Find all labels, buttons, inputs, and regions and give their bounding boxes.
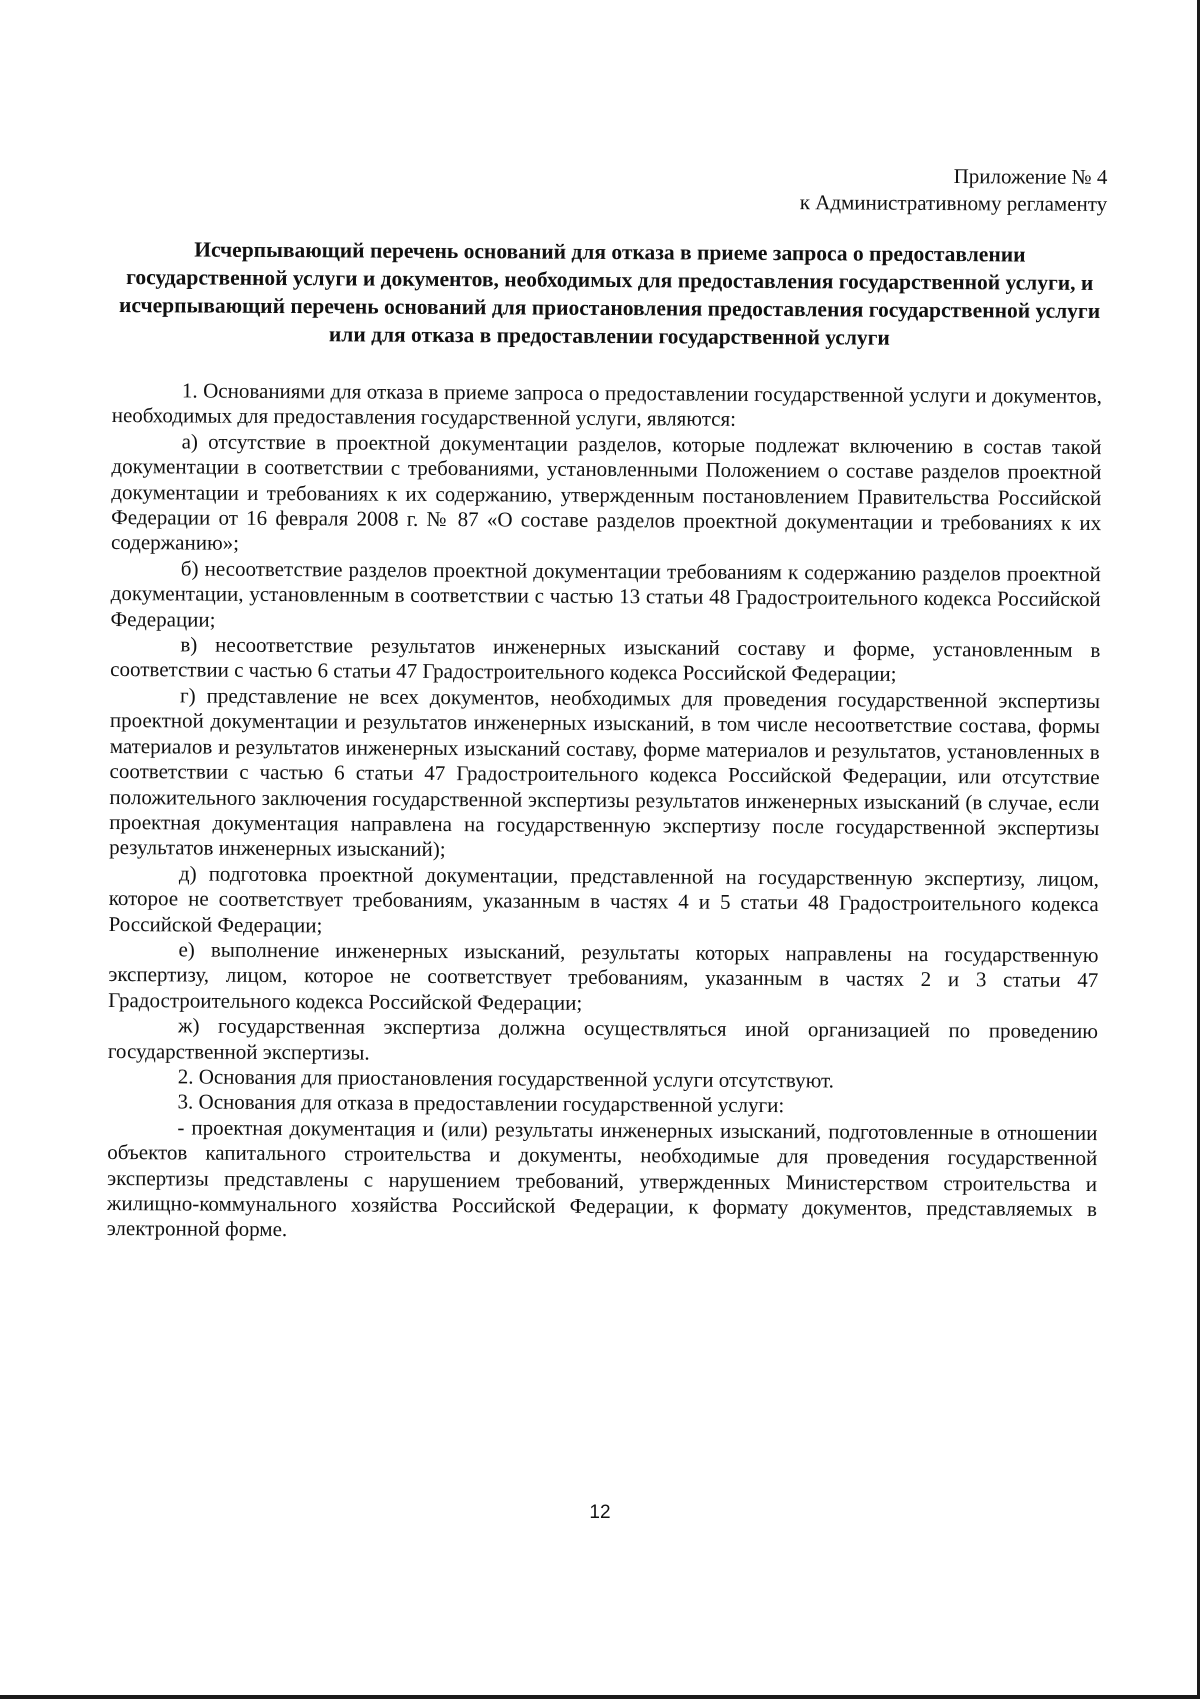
paragraph-1b: б) несоответствие разделов проектной документации требованиям к содержанию разделов проектной документации, установленным в соответствии с частью 13 статьи 48 Градостроительного кодекса Российской Федерации; [110,556,1101,632]
paragraph-1g: г) представление не всех документов, необходимых для проведения государственной экспертизы проектной документации и результатов инженерных изысканий, в том числе несоответствие состава, формы материалов и результатов инженерных изысканий составу, форме материалов и результатов, установленных в соответствии с частью 6 статьи 47 Градостроительного кодекса Российской Федерации, или отсутствие положительного заключения государственной экспертизы результатов инженерных изысканий (в случае, если проектная документация направлена на государственную экспертизу после государственной экспертизы результатов инженерных изысканий); [109,683,1101,862]
paragraph-1d: д) подготовка проектной документации, представленной на государственную экспертизу, лицом, которое не соответствует требованиям, указанным в частях 4 и 5 статьи 48 Градостроительного кодекса Российской Федерации; [108,861,1100,937]
paragraph-1v: в) несоответствие результатов инженерных изысканий составу и форме, установленным в соответствии с частью 6 статьи 47 Градостроительного кодекса Российской Федерации; [110,632,1101,687]
scan-edge-bottom [0,1695,1200,1699]
paragraph-3-item: - проектная документация и (или) результаты инженерных изысканий, подготовленные в отношении объектов капитального строительства и документы, необходимые для проведения государственной экспертизы представлены с нарушением требований, утвержденных Министерством строительства и жилищно-коммунального хозяйства Российской Федерации, к формату документов, представляемых в электронной форме. [106,1115,1098,1242]
paragraph-2: 2. Основания для приостановления государственной услуги отсутствуют. [177,1064,834,1093]
appendix-header [799,162,1107,218]
document-title: Исчерпывающий перечень оснований для отказа в приеме запроса о предоставлении государственной услуги и документов, необходимых для предоставления государственной услуги, и исчерпывающий перечень оснований для приостановления предоставления государственной услуги или для отказа в предоставлении государственной услуги [118,237,1101,350]
page-number: 12 [589,1502,611,1523]
paragraph-3: 3. Основания для отказа в предоставлении государственной услуги: [177,1089,785,1118]
paragraph-1: 1. Основаниями для отказа в приеме запроса о предоставлении государственной услуги и документов, необходимых для предоставления государственной услуги, являются: [111,378,1102,432]
paragraph-1a: а) отсутствие в проектной документации разделов, которые подлежат включению в состав такой документации в соответствии с требованиями, установленными Положением о составе разделов проектной документации и требованиях к их содержанию, утвержденным постановлением Правительства Российской Федерации от 16 февраля 2008 г. № 87 «О составе разделов проектной документации и требованиях к их содержанию»; [110,429,1102,556]
document-body [107,378,1102,1248]
appendix-reference: к Административному регламенту [799,190,1107,216]
appendix-number: Приложение № 4 [953,164,1107,189]
paragraph-1zh: ж) государственная экспертиза должна осуществляться иной организацией по проведению государственной экспертизы. [107,1013,1099,1065]
paragraph-1e: е) выполнение инженерных изысканий, результаты которых направлены на государственную экспертизу, лицом, которое не соответствует требованиям, указанным в частях 2 и 3 статьи 47 Градостроительного кодекса Российской Федерации; [108,937,1099,1015]
